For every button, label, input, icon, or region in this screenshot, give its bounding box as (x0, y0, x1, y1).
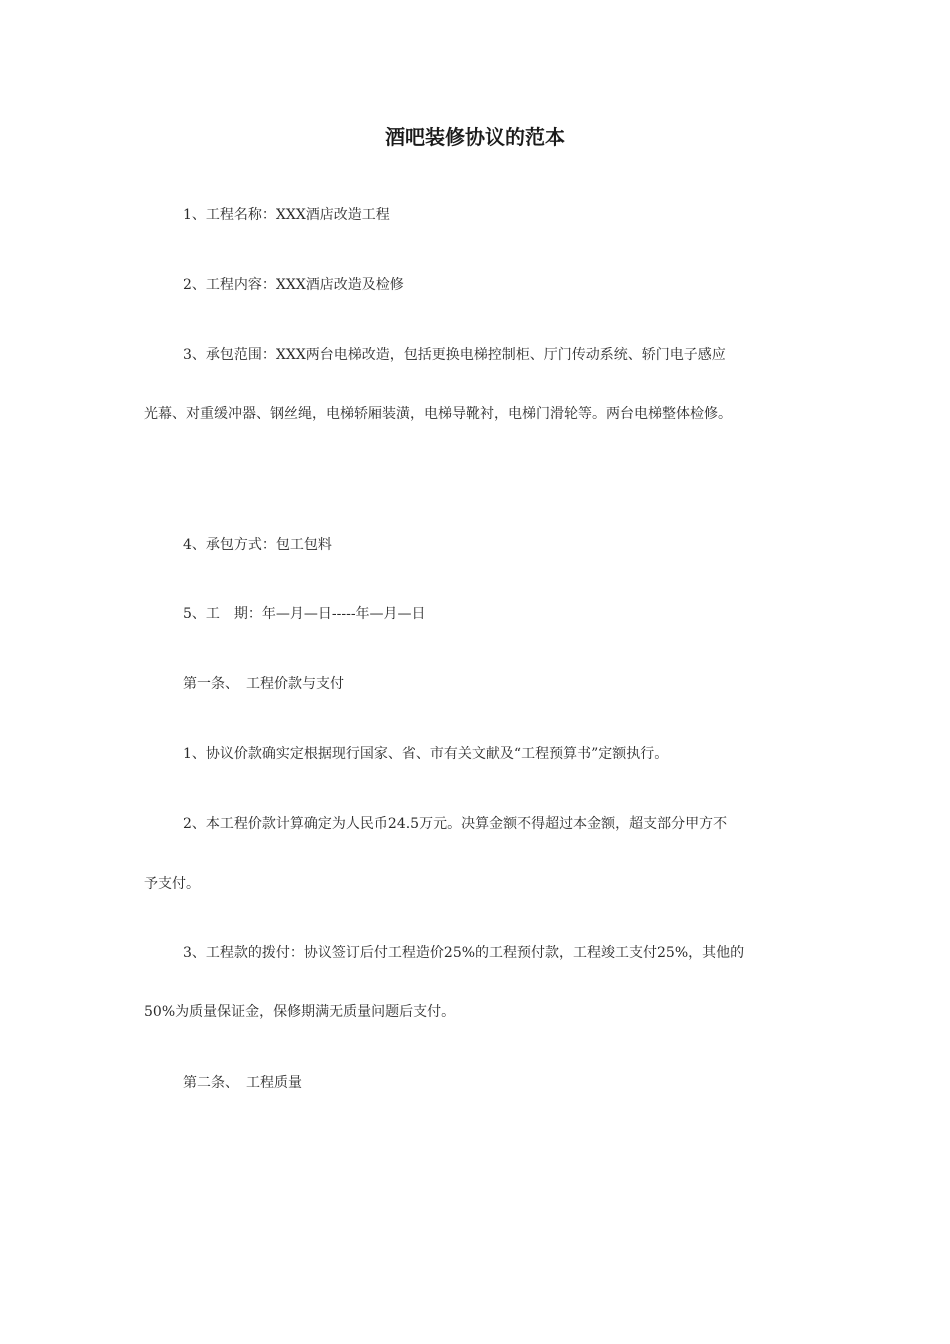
document-title: 酒吧装修协议的范本 (385, 125, 565, 149)
price-basis-line: 1、协议价款确实定根据现行国家、省、市有关文献及“工程预算书”定额执行。 (183, 746, 669, 762)
price-amount-line: 2、本工程价款计算确定为人民币24.5万元。决算金额不得超过本金额，超支部分甲方不 (183, 816, 728, 832)
contract-scope-continuation-line: 光幕、对重缓冲器、钢丝绳，电梯轿厢装潢，电梯导靴衬，电梯门滑轮等。两台电梯整体检修。 (144, 406, 732, 422)
contract-method-line: 4、承包方式：包工包料 (183, 537, 332, 553)
contract-scope-line: 3、承包范围：XXX两台电梯改造，包括更换电梯控制柜、厅门传动系统、轿门电子感应 (183, 347, 726, 363)
project-name-line: 1、工程名称：XXX酒店改造工程 (183, 207, 390, 223)
price-amount-continuation-line: 予支付。 (144, 876, 200, 892)
project-content-line: 2、工程内容：XXX酒店改造及检修 (183, 277, 404, 293)
payment-schedule-line: 3、工程款的拨付：协议签订后付工程造价25%的工程预付款，工程竣工支付25%，其他的 (183, 945, 745, 961)
construction-period-line: 5、工 期：年—月—日-----年—月—日 (183, 606, 426, 622)
article-two-heading: 第二条、 工程质量 (183, 1075, 302, 1091)
payment-schedule-continuation-line: 50%为质量保证金，保修期满无质量问题后支付。 (144, 1004, 456, 1020)
article-one-heading: 第一条、 工程价款与支付 (183, 676, 344, 692)
